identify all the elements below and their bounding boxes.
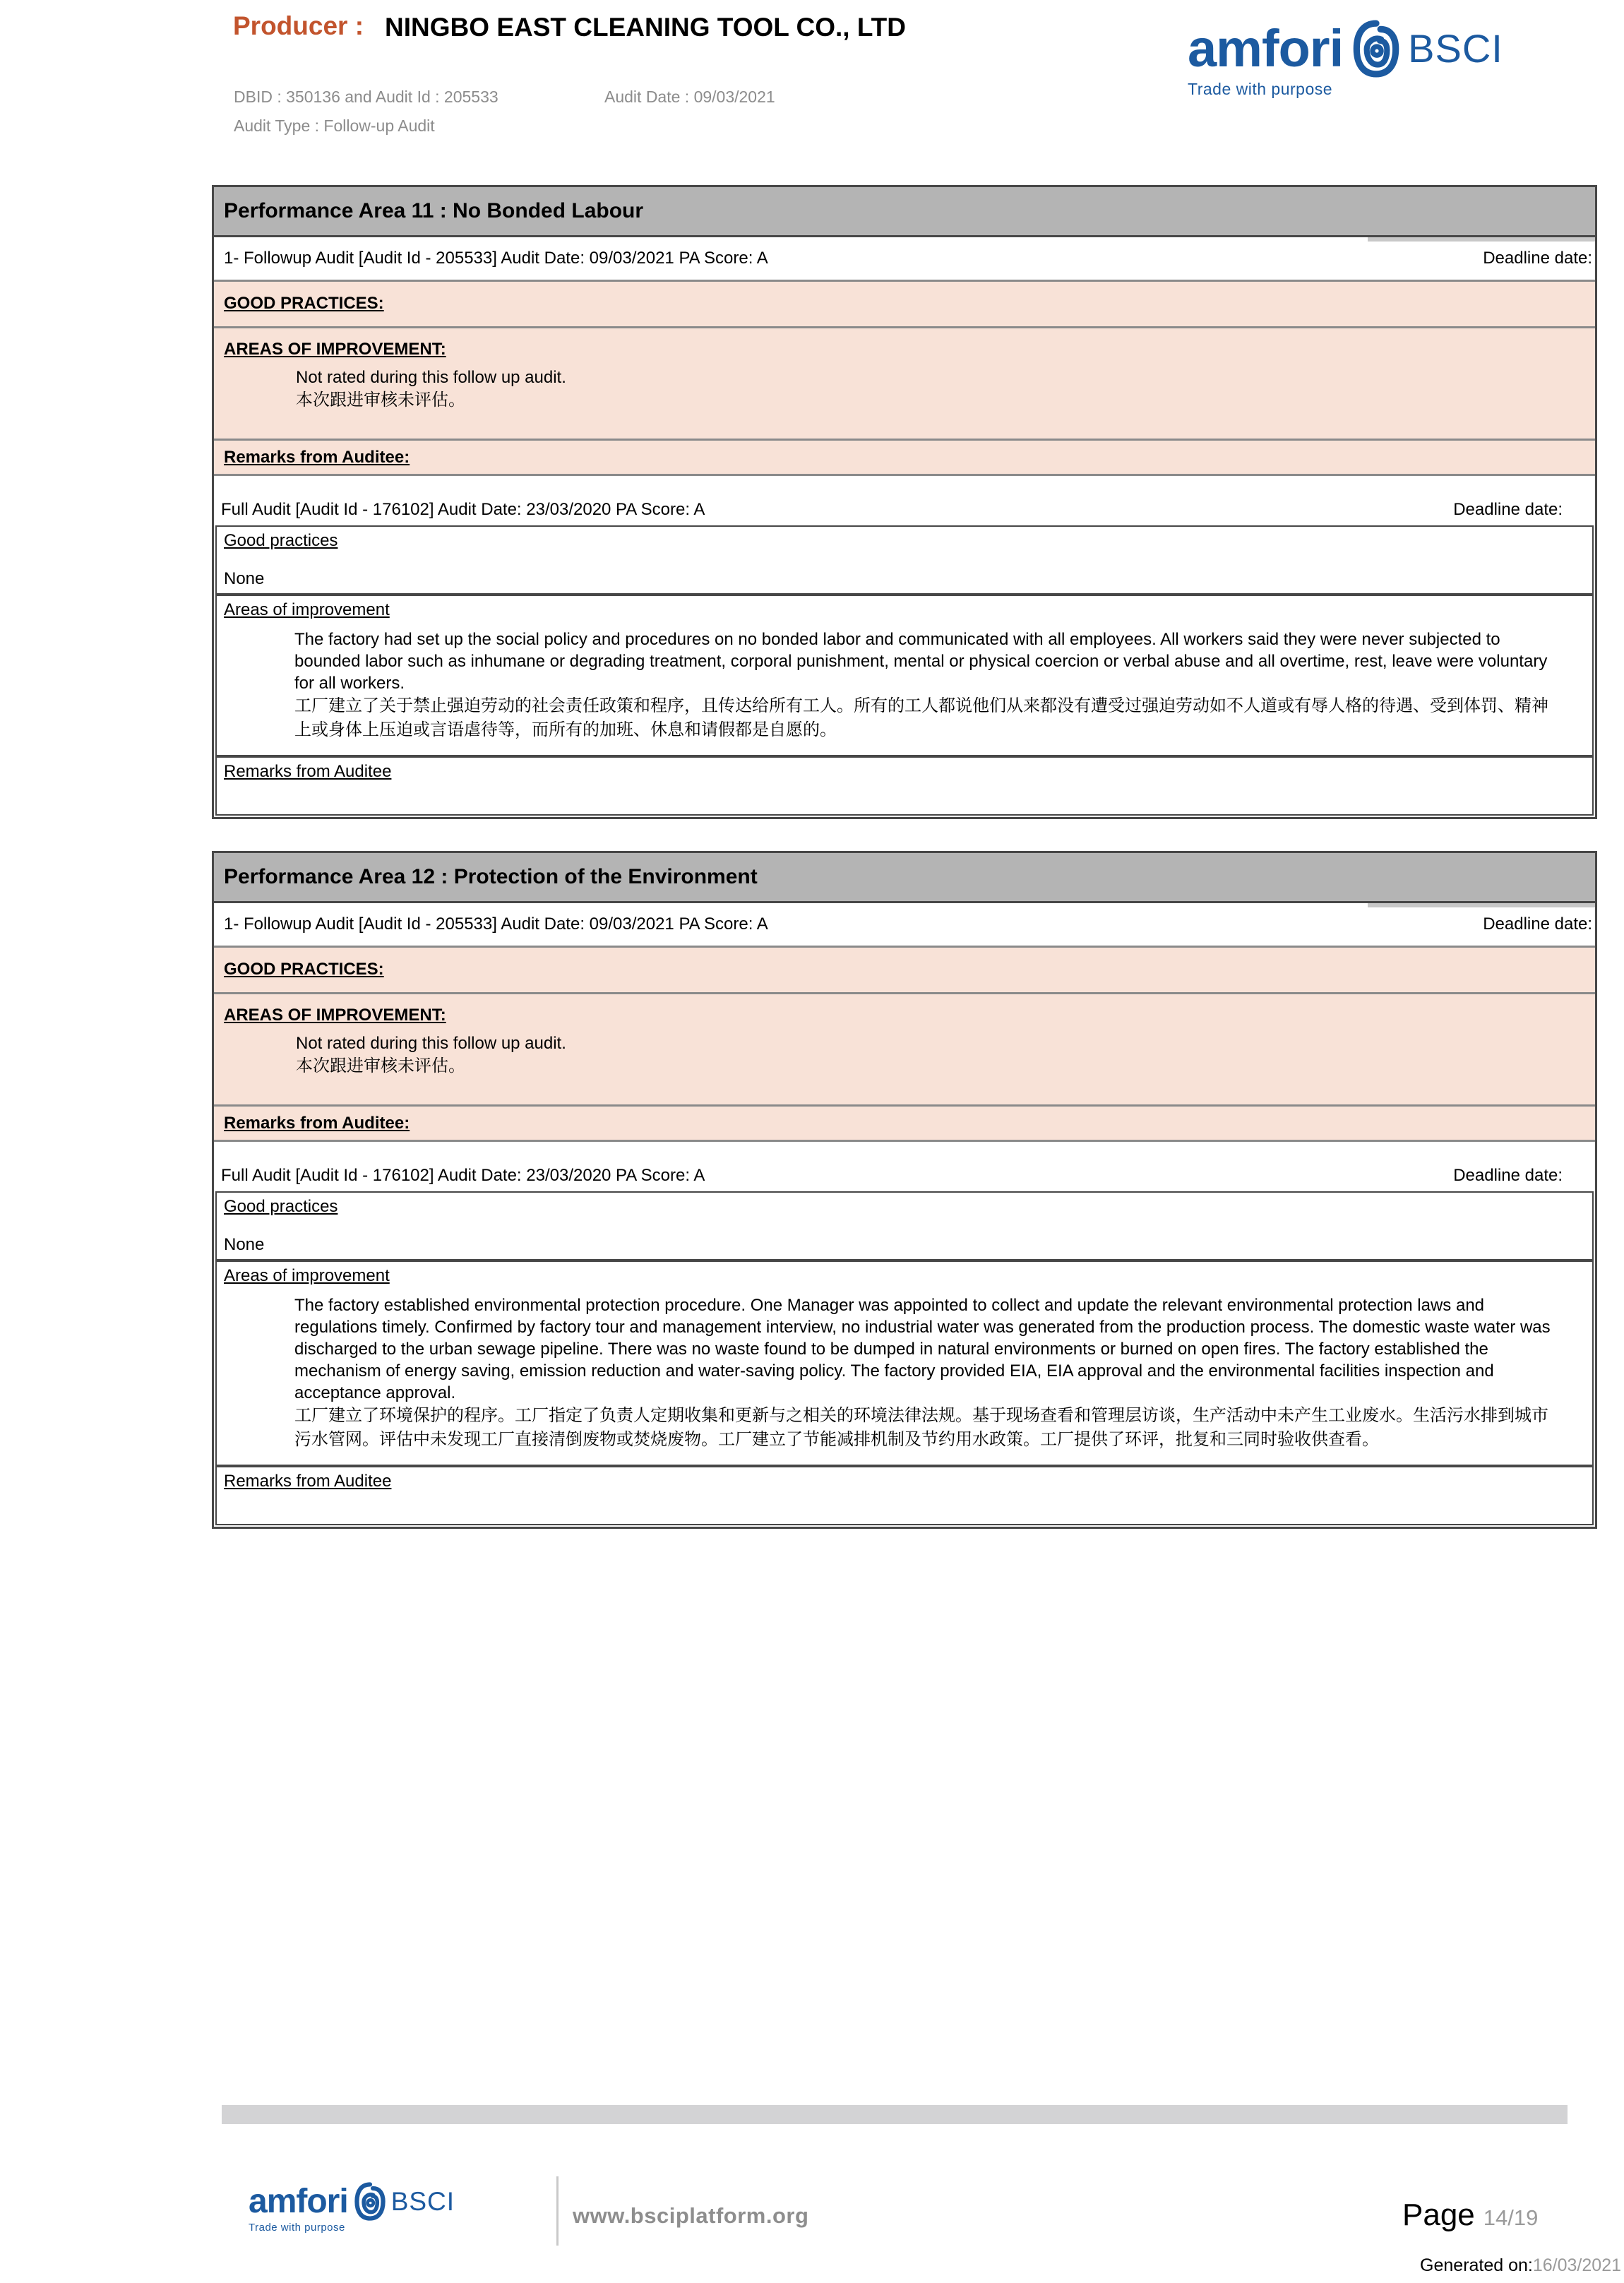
- amfori-tagline: Trade with purpose: [1188, 80, 1333, 98]
- pa11-followup-deadline-label: Deadline date:: [1483, 249, 1592, 268]
- remarks-from-auditee-heading: Remarks from Auditee: [224, 762, 392, 781]
- footer-separator-bar: [222, 2105, 1568, 2124]
- amfori-wordmark: amfori: [249, 2183, 348, 2220]
- pa11-full-remarks-box: [215, 756, 1594, 816]
- good-practices-value: None: [224, 569, 265, 588]
- pa11-followup-header-row: [214, 237, 1595, 282]
- pa12-followup-header: 1- Followup Audit [Audit Id - 205533] Audit Date: 09/03/2021 PA Score: A: [224, 914, 768, 934]
- pa12-full-audit-header: Full Audit [Audit Id - 176102] Audit Date: 23/03/2020 PA Score: A: [221, 1166, 705, 1185]
- improvement-text-en: The factory had set up the social policy and procedures on no bonded labor and communicated with all employees. All workers said they were never subjected to bounded labor such as inhumane or degrading treatment, corporal punishment, mental or physical coercion or verbal abuse and all overtime, rest, leave were voluntary for all workers.: [294, 630, 1548, 693]
- pa11-followup-good-practices-row: [214, 282, 1595, 328]
- pa12-full-audit-header-row: [214, 1158, 1595, 1191]
- performance-area-12-table: [212, 851, 1597, 1529]
- amfori-spiral-icon: [354, 2182, 386, 2221]
- producer-header: [233, 11, 936, 43]
- pa12-full-audit-deadline-label: Deadline date:: [1453, 1166, 1563, 1185]
- pa11-followup-improvement-row: [214, 328, 1595, 441]
- pa12-full-improvement-box: [215, 1260, 1594, 1466]
- areas-of-improvement-heading: Areas of improvement: [224, 600, 390, 619]
- areas-of-improvement-heading: AREAS OF IMPROVEMENT:: [224, 340, 446, 359]
- improvement-text-zh: 本次跟进审核未评估。: [296, 391, 465, 410]
- footer-divider: [556, 2176, 559, 2246]
- pa12-title: Performance Area 12 : Protection of the Environment: [214, 853, 1595, 903]
- pa11-title: Performance Area 11 : No Bonded Labour: [214, 187, 1595, 237]
- deadline-column-notch: [1368, 237, 1595, 242]
- producer-name: NINGBO EAST CLEANING TOOL CO., LTD: [385, 13, 907, 42]
- page-indicator: [1402, 2198, 1538, 2233]
- generated-date: 16/03/2021: [1532, 2255, 1621, 2275]
- pa11-followup-header: 1- Followup Audit [Audit Id - 205533] Audit Date: 09/03/2021 PA Score: A: [224, 249, 768, 268]
- good-practices-heading: GOOD PRACTICES:: [224, 294, 384, 313]
- pa11-full-audit-deadline-label: Deadline date:: [1453, 500, 1563, 519]
- audit-type: Audit Type : Follow-up Audit: [234, 117, 435, 135]
- pa12-followup-remarks-row: [214, 1107, 1595, 1142]
- remarks-from-auditee-heading: Remarks from Auditee:: [224, 448, 410, 467]
- amfori-bsci-logo: [1188, 18, 1503, 99]
- spacer: [214, 1142, 1595, 1158]
- spacer: [214, 476, 1595, 492]
- deadline-column-notch: [1368, 903, 1595, 907]
- producer-label: Producer :: [233, 11, 364, 40]
- amfori-spiral-icon: [1353, 20, 1399, 78]
- pa11-full-audit-header-row: [214, 492, 1595, 525]
- pa12-followup-deadline-label: Deadline date:: [1483, 914, 1592, 934]
- page-number: 14/19: [1483, 2205, 1539, 2230]
- pa12-followup-improvement-row: [214, 994, 1595, 1107]
- bsci-wordmark: BSCI: [1408, 26, 1503, 71]
- remarks-from-auditee-heading: Remarks from Auditee:: [224, 1114, 410, 1133]
- improvement-text-en: The factory established environmental protection procedure. One Manager was appointed to collect and update the relevant environmental protection laws and regulations timely. Confirmed by factory tour and management interview, no industrial water was generated from the production process. The domestic waste water was discharged to the urban sewage pipeline. There was no waste found to be dumped in natural environments or burned on open fires. The factory established the mechanism of energy saving, emission reduction and water-saving policy. The factory provided EIA, EIA approval and the environmental facilities inspection and acceptance approval.: [294, 1296, 1551, 1402]
- improvement-text-zh: 本次跟进审核未评估。: [296, 1056, 465, 1075]
- good-practices-heading: Good practices: [224, 1197, 338, 1216]
- page-label: Page: [1402, 2198, 1475, 2232]
- improvement-text-zh: 工厂建立了环境保护的程序。工厂指定了负责人定期收集和更新与之相关的环境法律法规。基于现场查看和管理层访谈，生产活动中未产生工业废水。生活污水排到城市污水管网。评估中未发现工厂直接清倒废物或焚烧废物。工厂建立了节能减排机制及节约用水政策。工厂提供了环评，批复和三同时验收供查看。: [294, 1406, 1548, 1449]
- good-practices-heading: GOOD PRACTICES:: [224, 960, 384, 979]
- areas-of-improvement-heading: AREAS OF IMPROVEMENT:: [224, 1006, 446, 1025]
- dbid-and-audit-id: DBID : 350136 and Audit Id : 205533: [234, 88, 498, 106]
- website-link[interactable]: www.bsciplatform.org: [573, 2203, 809, 2228]
- pa12-full-good-practices-box: [215, 1191, 1594, 1260]
- pa11-followup-remarks-row: [214, 441, 1595, 476]
- improvement-text-zh: 工厂建立了关于禁止强迫劳动的社会责任政策和程序，且传达给所有工人。所有的工人都说他们从来都没有遭受过强迫劳动如不人道或有辱人格的待遇、受到体罚、精神上或身体上压迫或言语虐待等，而所有的加班、休息和请假都是自愿的。: [294, 696, 1548, 739]
- bsci-wordmark: BSCI: [390, 2186, 455, 2216]
- generated-label: Generated on:: [1420, 2255, 1533, 2275]
- pa11-full-improvement-box: [215, 595, 1594, 756]
- performance-area-11-table: [212, 185, 1597, 819]
- amfori-tagline: Trade with purpose: [249, 2222, 345, 2234]
- improvement-text-en: Not rated during this follow up audit.: [296, 368, 566, 387]
- pa11-full-good-practices-box: [215, 525, 1594, 595]
- pa12-full-remarks-box: [215, 1466, 1594, 1525]
- pa12-followup-good-practices-row: [214, 948, 1595, 994]
- generated-on-line: [1420, 2255, 1621, 2276]
- pa11-full-audit-header: Full Audit [Audit Id - 176102] Audit Date: 23/03/2020 PA Score: A: [221, 500, 705, 519]
- good-practices-value: None: [224, 1235, 265, 1254]
- footer-amfori-bsci-logo: [249, 2182, 455, 2234]
- improvement-text-en: Not rated during this follow up audit.: [296, 1034, 566, 1053]
- good-practices-heading: Good practices: [224, 531, 338, 550]
- audit-date: Audit Date : 09/03/2021: [604, 88, 775, 106]
- remarks-from-auditee-heading: Remarks from Auditee: [224, 1472, 392, 1491]
- areas-of-improvement-heading: Areas of improvement: [224, 1266, 390, 1285]
- amfori-wordmark: amfori: [1188, 19, 1344, 78]
- pa12-followup-header-row: [214, 903, 1595, 948]
